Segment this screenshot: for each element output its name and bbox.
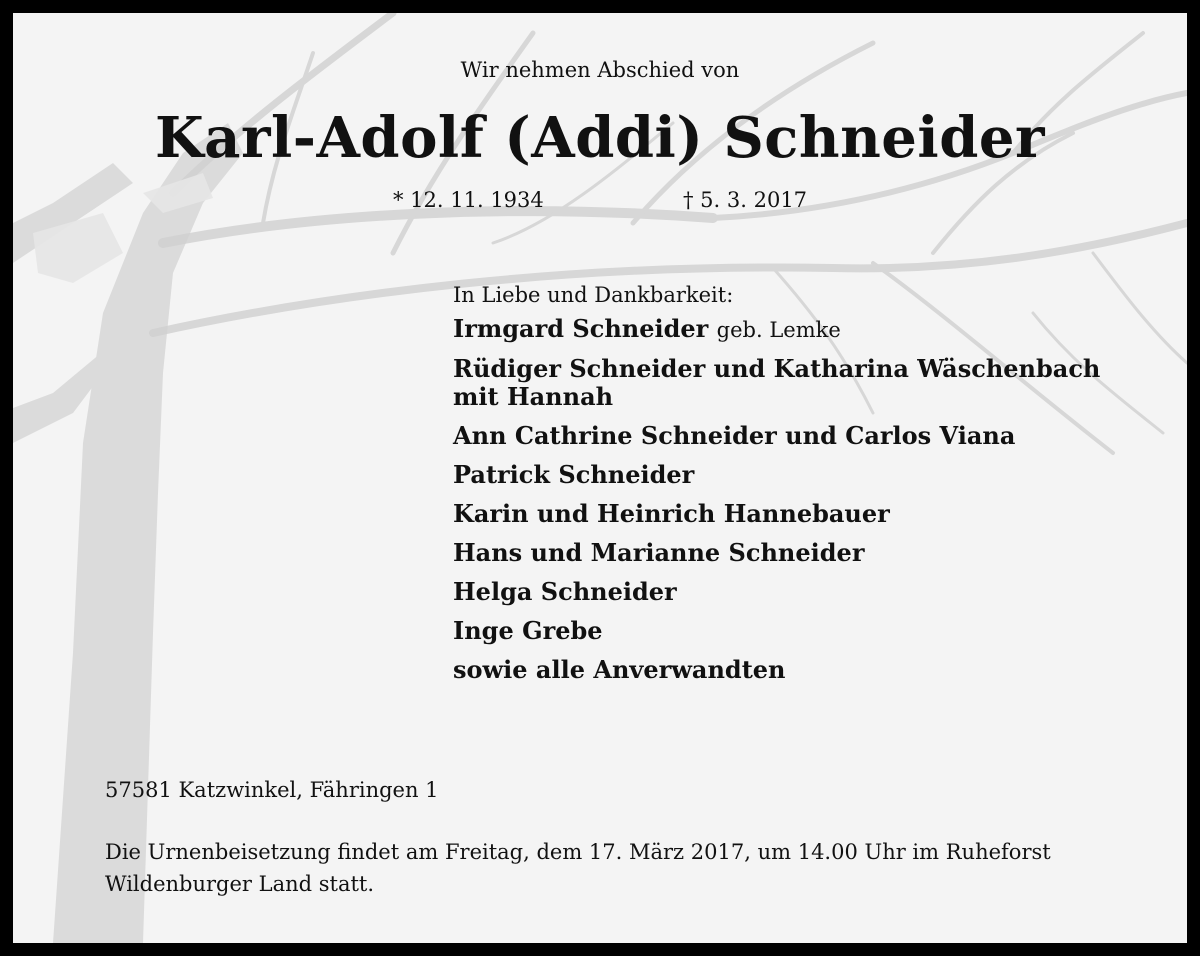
mourner-item: Karin und Heinrich Hannebauer — [453, 499, 890, 528]
mourner-item — [453, 315, 1153, 344]
address: 57581 Katzwinkel, Fähringen 1 — [105, 778, 439, 802]
burial-info-line: Wildenburger Land statt. — [105, 872, 375, 896]
maiden-name-note: geb. Lemke — [716, 318, 841, 342]
mourner-item: Patrick Schneider — [453, 460, 695, 489]
burial-info-line: Die Urnenbeisetzung findet am Freitag, dem 17. März 2017, um 14.00 Uhr im Ruheforst — [105, 840, 1051, 864]
birth-date: * 12. 11. 1934 — [393, 188, 544, 212]
mourner-item — [453, 355, 1153, 411]
mourner-item: Hans und Marianne Schneider — [453, 538, 865, 567]
mourner-item: sowie alle Anverwandten — [453, 655, 786, 684]
mourner-name: Irmgard Schneider — [453, 314, 709, 343]
obituary-notice — [13, 13, 1187, 943]
thanks-line: In Liebe und Dankbarkeit: — [453, 283, 734, 307]
mourner-item: Inge Grebe — [453, 616, 603, 645]
burial-info — [105, 836, 1125, 900]
farewell-intro: Wir nehmen Abschied von — [460, 58, 740, 82]
mourner-name-continued: mit Hannah — [453, 382, 614, 411]
mourners-list — [453, 281, 1153, 695]
deceased-name: Karl-Adolf (Addi) Schneider — [155, 105, 1045, 171]
mourner-item: Ann Cathrine Schneider und Carlos Viana — [453, 421, 1016, 450]
death-date: † 5. 3. 2017 — [683, 188, 808, 212]
mourner-name: Rüdiger Schneider und Katharina Wäschenbach — [453, 354, 1101, 383]
mourner-item: Helga Schneider — [453, 577, 677, 606]
notice-content — [13, 13, 1187, 943]
